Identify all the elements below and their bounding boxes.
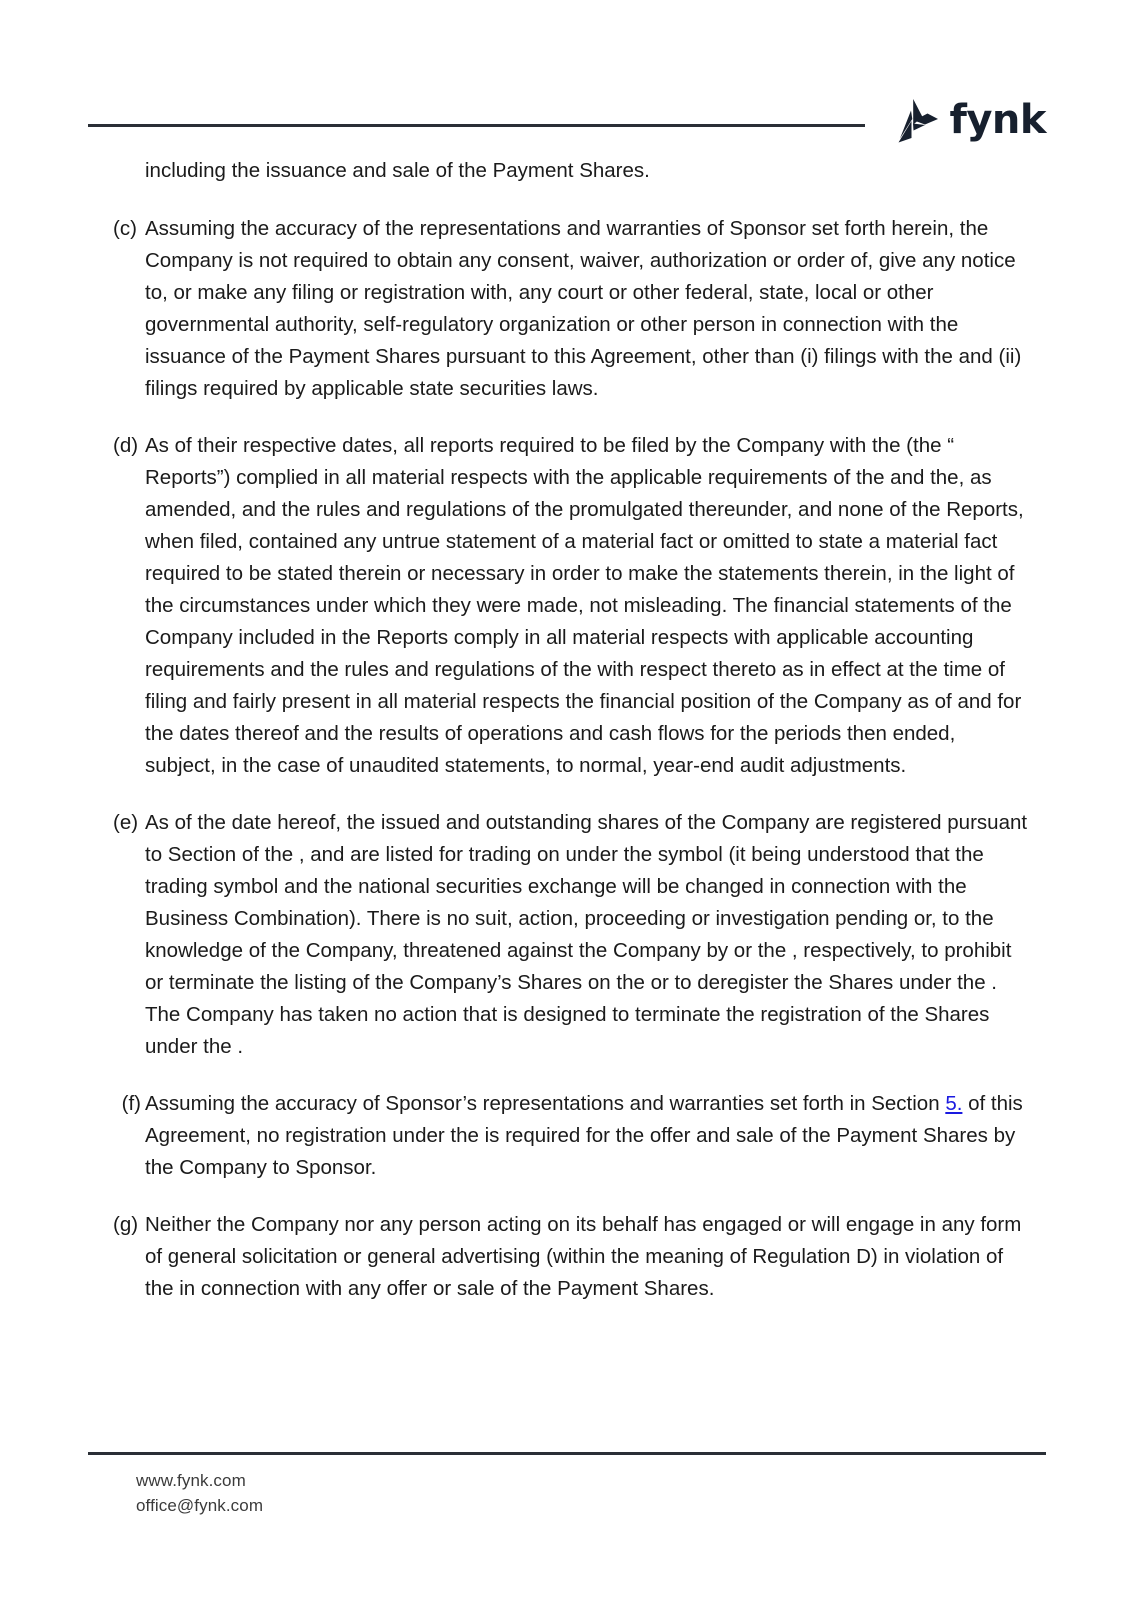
clause-marker-f: (f) [121, 1092, 141, 1115]
clause-f-text-after-link: of this Agreement, no registration under the is required for the offer and sale of the Payment Shares by the Company to Sponsor. [145, 1092, 1023, 1179]
document-body [113, 155, 1030, 1330]
footer-website: www.fynk.com [136, 1471, 246, 1490]
clause-text-f [145, 1088, 1030, 1184]
footer-contact [88, 1455, 1046, 1518]
clause-text-g: Neither the Company nor any person acting on its behalf has engaged or will engage in any form of general solicitation or general advertising (within the meaning of Regulation D) in violation of the in connection with any offer or sale of the Payment Shares. [145, 1213, 1022, 1300]
brand-name: fynk [949, 97, 1046, 143]
clause-text-e: As of the date hereof, the issued and outstanding shares of the Company are registered pursuant to Section of the , and are listed for trading on under the symbol (it being understood that the trading symbol and the national securities exchange will be changed in connection with the Business Combination). There is no suit, action, proceeding or investigation pending or, to the knowledge of the Company, threatened against the Company by or the , respectively, to prohibit or terminate the listing of the Company’s Shares on the or to deregister the Shares under the . The Company has taken no action that is designed to terminate the registration of the Shares under the . [145, 811, 1028, 1058]
clause-c [113, 213, 1030, 405]
clause-marker-c: (c) [113, 217, 137, 240]
clause-text-c: Assuming the accuracy of the representations and warranties of Sponsor set forth herein, the Company is not required to obtain any consent, waiver, authorization or order of, give any notice to, or make any filing or registration with, any court or other federal, state, local or other governmental authority, self-regulatory organization or other person in connection with the issuance of the Payment Shares pursuant to this Agreement, other than (i) filings with the and (ii) filings required by applicable state securities laws. [145, 217, 1022, 400]
header-divider [88, 124, 865, 127]
clause-g [113, 1209, 1030, 1305]
page-footer [88, 1452, 1046, 1518]
lead-paragraph: including the issuance and sale of the Payment Shares. [145, 159, 650, 182]
brand-logo [887, 97, 1046, 143]
footer-email: office@fynk.com [136, 1496, 264, 1515]
origami-bird-icon [887, 97, 939, 143]
clause-marker-g: (g) [113, 1213, 139, 1236]
clause-f [113, 1088, 1030, 1184]
clause-text-d: As of their respective dates, all reports required to be filed by the Company with the (the “ Reports”) complied in all material respects with the applicable requirements of the and the, as amended, and the rules and regulations of the promulgated thereunder, and none of the Reports, when filed, contained any untrue statement of a material fact or omitted to state a material fact required to be stated therein or necessary in order to make the statements therein, in the light of the circumstances under which they were made, not misleading. The financial statements of the Company included in the Reports comply in all material respects with applicable accounting requirements and the rules and regulations of the with respect thereto as in effect at the time of filing and fairly present in all material respects the financial position of the Company as of and for the dates thereof and the results of operations and cash flows for the periods then ended, subject, in the case of unaudited statements, to normal, year-end audit adjustments. [145, 434, 1024, 777]
clause-d [113, 430, 1030, 782]
section-5-crossreference-link[interactable]: 5. [945, 1092, 963, 1115]
clause-marker-e: (e) [113, 811, 139, 834]
clause-marker-d: (d) [113, 434, 139, 457]
clause-e [113, 807, 1030, 1063]
clause-f-text-before-link: Assuming the accuracy of Sponsor’s representations and warranties set forth in Section [145, 1092, 946, 1115]
